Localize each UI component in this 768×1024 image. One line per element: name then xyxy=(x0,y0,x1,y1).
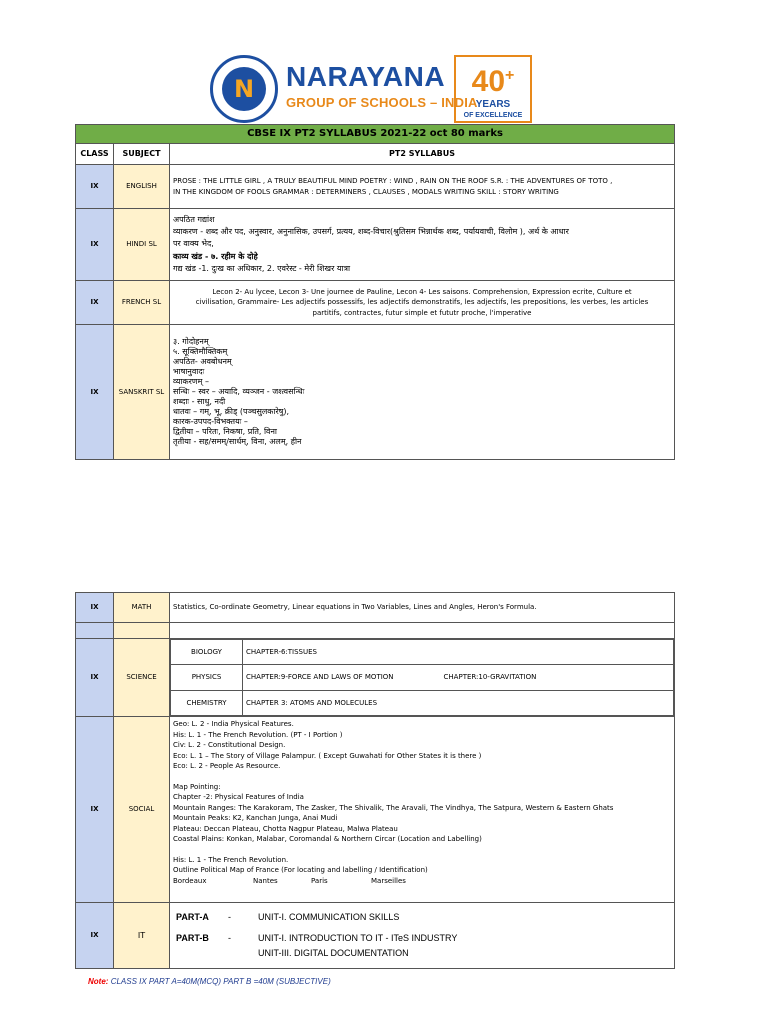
narayana-emblem-icon: N xyxy=(210,55,278,123)
syllabus-cell: PART-A - UNIT-I. COMMUNICATION SKILLS PART-B - UNIT-I. INTRODUCTION TO IT - ITeS INDUSTRY UNIT-III. DIGITAL DOCUMENTATION xyxy=(170,903,675,969)
class-cell: IX xyxy=(76,209,114,281)
subject-cell: SCIENCE xyxy=(114,639,170,717)
note-label: Note: xyxy=(88,977,109,986)
science-chapter: CHAPTER 3: ATOMS AND MOLECULES xyxy=(243,691,674,716)
science-sub-physics: PHYSICS xyxy=(171,665,243,691)
table-title: CBSE IX PT2 SYLLABUS 2021-22 oct 80 marks xyxy=(76,125,675,144)
science-subtable xyxy=(170,639,674,716)
class-cell: IX xyxy=(76,717,114,903)
syllabus-cell: Geo: L. 2 - India Physical Features. His: L. 1 - The French Revolution. (PT - I Portion ) Civ: L. 2 - Constitutional Design. Eco: L. 1 – The Story of Village Palampur. ( Except Guwahati for Other States it is there ) Eco: L. 2 - People As Resource. Map Pointing: Chapter -2: Physical Features of India Mountain Ranges: The Karakoram, The Zasker, The Shivalik, The Aravali, The Vindhya, The Satpura, Western & Eastern Ghats Mountain Peaks: K2, Kanchan Junga, Anai Mudi Plateau: Deccan Plateau, Chotta Nagpur Plateau, Malwa Plateau Coastal Plains: Konkan, Malabar, Coromandal & Northern Circar (Location and Labelling) His: L. 1 - The French Revolution. Outline Political Map of France (For locating and labelling / Identification) Bordeaux Nantes Paris Marseilles xyxy=(170,717,675,903)
header-syllabus: PT2 SYLLABUS xyxy=(170,144,675,165)
class-cell: IX xyxy=(76,281,114,325)
brand-name: NARAYANA xyxy=(286,61,446,92)
subject-cell: SANSKRIT SL xyxy=(114,325,170,460)
footnote xyxy=(88,977,331,986)
narayana-logo xyxy=(210,55,532,123)
syllabus-cell: PROSE : THE LITTLE GIRL , A TRULY BEAUTIFUL MIND POETRY : WIND , RAIN ON THE ROOF S.R. : THE ADVENTURES OF TOTO , IN THE KINGDOM OF FOOLS GRAMMAR : DETERMINERS , CLAUSES , MODALS WRITING SKILL : STORY WRITING xyxy=(170,165,675,209)
pt2-syllabus-table xyxy=(75,124,675,460)
subject-cell: HINDI SL xyxy=(114,209,170,281)
science-chapter: CHAPTER:9-FORCE AND LAWS OF MOTION CHAPTER:10-GRAVITATION xyxy=(243,665,674,691)
science-sub-biology: BIOLOGY xyxy=(171,640,243,665)
class-cell: IX xyxy=(76,165,114,209)
table-row-it xyxy=(76,903,675,969)
subject-cell: SOCIAL xyxy=(114,717,170,903)
science-subtable-cell xyxy=(170,639,675,717)
header-class: CLASS xyxy=(76,144,114,165)
header-subject: SUBJECT xyxy=(114,144,170,165)
class-cell: IX xyxy=(76,593,114,623)
table-row-spacer xyxy=(76,623,675,639)
table-row-sanskrit xyxy=(76,325,675,460)
subject-cell: IT xyxy=(114,903,170,969)
years-badge: 40+ YEARS OF EXCELLENCE xyxy=(454,55,532,123)
class-cell: IX xyxy=(76,639,114,717)
subject-cell: FRENCH SL xyxy=(114,281,170,325)
table-row-math xyxy=(76,593,675,623)
syllabus-cell: Statistics, Co-ordinate Geometry, Linear equations in Two Variables, Lines and Angles, Heron's Formula. xyxy=(170,593,675,623)
note-text: CLASS IX PART A=40M(MCQ) PART B =40M (SUBJECTIVE) xyxy=(110,977,331,986)
table-row-hindi xyxy=(76,209,675,281)
science-chapter: CHAPTER-6:TISSUES xyxy=(243,640,674,665)
class-cell: IX xyxy=(76,903,114,969)
table-row-social xyxy=(76,717,675,903)
brand-subtitle: GROUP OF SCHOOLS – INDIA xyxy=(286,95,478,110)
subject-cell: MATH xyxy=(114,593,170,623)
science-sub-chemistry: CHEMISTRY xyxy=(171,691,243,716)
class-cell: IX xyxy=(76,325,114,460)
subject-cell: ENGLISH xyxy=(114,165,170,209)
table-row-french xyxy=(76,281,675,325)
syllabus-cell: अपठित गद्यांश व्याकरण - शब्द और पद, अनुस्वार, अनुनासिक, उपसर्ग, प्रत्यय, शब्द-विचार(श्रुतिसम भिन्नार्थक शब्द, पर्यायवाची, विलोम ), अर्थ के आधार पर वाक्य भेद, काव्य खंड - ७. रहीम के दोहे गद्य खंड -1. दुःख का अधिकार, 2. एवरेस्ट - मेरी शिखर यात्रा xyxy=(170,209,675,281)
map-places: Bordeaux Nantes Paris Marseilles xyxy=(173,876,406,885)
subjects-table xyxy=(75,592,675,969)
syllabus-cell: Lecon 2- Au lycee, Lecon 3- Une journee de Pauline, Lecon 4- Les saisons. Comprehension, Expression ecrite, Culture et civilisation, Grammaire- Les adjectifs possessifs, les adjectifs demonstratifs, les adjectifs, les prepositions, les verbes, les articles partitifs, contractes, futur simple et fututr proche, l'imperative xyxy=(170,281,675,325)
syllabus-cell: ३. गोदोहनम् ५. सूक्तिमौक्तिकम् अपठित- अवबोधनम् भाषानुवादः व्याकरणम् – सन्धिः – स्वर – अयादि, व्यञ्जन - जश्त्वसन्धिः शब्दाः - साधु, नदी धातवः – गम्, भू, क्रीड् (पञ्चसुलकारेषु), कारक-उपपद-विभक्तयः – द्वितीया – परितः, निकषा, प्रति, विना तृतीया - सह/समम्/सार्धम्, विना, अलम्, हीन xyxy=(170,325,675,460)
table-row-english xyxy=(76,165,675,209)
table-row-science xyxy=(76,639,675,717)
